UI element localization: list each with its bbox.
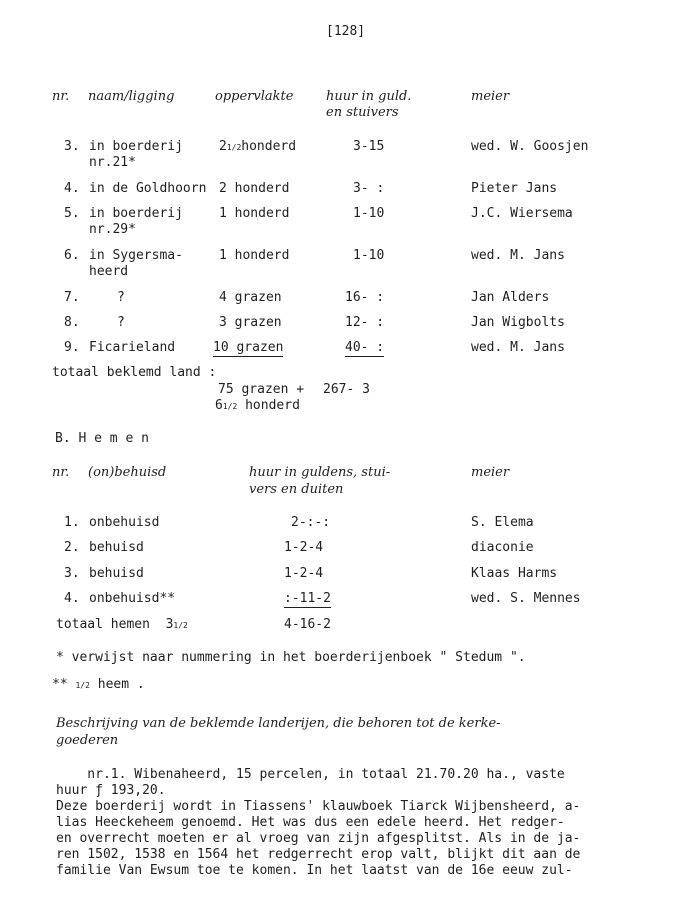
total-honderd-number: 6	[215, 398, 223, 413]
row-huur: 3- :	[353, 181, 385, 196]
row-naam: in de Goldhoorn	[89, 181, 207, 196]
row-meier: Jan Wigbolts	[471, 315, 565, 330]
row-b-nr: 4.	[64, 591, 80, 606]
row-naam-line2: nr.21*	[89, 155, 136, 170]
row-oppervlakte	[219, 315, 282, 331]
section-b-heading: B. H e m e n	[55, 431, 149, 446]
row-opp-unit: honderd	[241, 139, 297, 154]
row-naam: in boerderij	[89, 139, 183, 154]
header-nr: nr.	[52, 89, 70, 104]
row-huur: 12- :	[345, 315, 385, 330]
row-huur: 16- :	[345, 290, 385, 305]
row-meier: wed. W. Goosjen	[471, 139, 589, 154]
header-meier: meier	[471, 89, 510, 104]
total-hemen-fraction: 1/2	[173, 621, 188, 630]
footnote-2	[52, 677, 145, 694]
row-nr: 3.	[64, 139, 80, 154]
row-nr: 5.	[64, 206, 80, 221]
header-b-behuisd: (on)behuisd	[88, 465, 167, 480]
total-grazen: 75 grazen +	[218, 382, 305, 397]
row-nr: 6.	[64, 248, 80, 263]
description-title-line1: Beschrijving van de beklemde landerijen, die behoren tot de kerke-	[56, 716, 501, 731]
row-oppervlakte	[219, 139, 296, 156]
row-b-behuisd: behuisd	[89, 566, 144, 581]
row-opp-number: 10	[213, 340, 229, 355]
row-opp-unit: grazen	[236, 340, 284, 355]
row-nr: 9.	[64, 340, 80, 355]
description-line: huur ƒ 193,20.	[56, 783, 166, 798]
row-b-huur: 1-2-4	[284, 566, 324, 581]
row-opp-number: 4	[219, 290, 227, 305]
row-opp-unit: grazen	[234, 315, 282, 330]
total-honderd-fraction: 1/2	[222, 402, 238, 411]
row-meier: J.C. Wiersema	[471, 206, 573, 221]
row-b-behuisd: onbehuisd**	[89, 591, 176, 606]
header-oppervlakte: oppervlakte	[215, 89, 294, 104]
row-meier: Pieter Jans	[471, 181, 558, 196]
row-b-behuisd: behuisd	[89, 540, 144, 555]
description-line: Deze boerderij wordt in Tiassens' klauwboek Tiarck Wijbensheerd, a-	[56, 799, 581, 814]
row-oppervlakte	[219, 181, 289, 197]
header-naam-ligging: naam/ligging	[88, 89, 175, 104]
header-b-meier: meier	[471, 465, 510, 480]
footnote-2-prefix: **	[52, 677, 68, 692]
row-b-nr: 2.	[64, 540, 80, 555]
row-b-nr: 3.	[64, 566, 80, 581]
row-meier: wed. M. Jans	[471, 248, 565, 263]
header-b-nr: nr.	[52, 465, 70, 480]
footnote-1: * verwijst naar nummering in het boerderijenboek " Stedum ".	[56, 650, 526, 665]
row-opp-number: 2	[219, 139, 227, 154]
row-opp-fraction: 1/2	[226, 143, 242, 152]
row-naam: in boerderij	[89, 206, 183, 221]
row-huur: 1-10	[353, 248, 385, 263]
row-b-nr: 1.	[64, 515, 80, 530]
row-b-meier: wed. S. Mennes	[471, 591, 581, 606]
total-hemen-huur: 4-16-2	[284, 617, 331, 632]
row-opp-unit: honderd	[234, 248, 290, 263]
page-number: [128]	[326, 24, 366, 39]
total-honderd	[215, 398, 300, 415]
row-oppervlakte	[213, 340, 283, 357]
row-meier: Jan Alders	[471, 290, 550, 305]
row-opp-number: 1	[219, 248, 227, 263]
row-naam-line2: nr.29*	[89, 222, 136, 237]
description-line: ren 1502, 1538 en 1564 het redgerrecht erop valt, blijkt dit aan de	[56, 847, 581, 862]
row-b-huur: 2-:-:	[291, 515, 331, 530]
footnote-2-suffix: heem .	[97, 677, 145, 692]
description-line: lias Heeckeheem genoemd. Het was dus een edele heerd. Het redger-	[56, 815, 565, 830]
row-opp-number: 3	[219, 315, 227, 330]
row-huur: 40- :	[345, 340, 385, 355]
header-b-huur-line2: vers en duiten	[249, 482, 344, 497]
row-oppervlakte	[219, 206, 289, 222]
row-huur: 3-15	[353, 139, 385, 154]
total-beklemd-label: totaal beklemd land :	[52, 365, 217, 380]
row-huur: 1-10	[353, 206, 385, 221]
description-title-line2: goederen	[56, 733, 119, 748]
total-huur: 267- 3	[323, 382, 370, 397]
total-hemen-number: 3	[165, 617, 174, 632]
row-nr: 8.	[64, 315, 80, 330]
header-huur-line1: huur in guld.	[326, 89, 412, 104]
row-opp-number: 1	[219, 206, 227, 221]
row-opp-unit: honderd	[234, 206, 290, 221]
row-naam: ?	[117, 290, 125, 305]
row-opp-unit: grazen	[234, 290, 282, 305]
row-meier: wed. M. Jans	[471, 340, 565, 355]
row-b-behuisd: onbehuisd	[89, 515, 160, 530]
row-naam: Ficarieland	[89, 340, 176, 355]
description-line: en overrecht moeten er al vroeg van zijn afgesplitst. Als in de ja-	[56, 831, 581, 846]
total-honderd-unit: honderd	[245, 398, 300, 413]
header-b-huur-line1: huur in guldens, stui-	[249, 465, 391, 480]
description-line: nr.1. Wibenaheerd, 15 percelen, in totaal 21.70.20 ha., vaste	[56, 767, 565, 782]
row-nr: 7.	[64, 290, 80, 305]
row-opp-number: 2	[219, 181, 227, 196]
row-nr: 4.	[64, 181, 80, 196]
row-naam: in Sygersma-	[89, 248, 183, 263]
row-opp-unit: honderd	[234, 181, 290, 196]
total-hemen-label: totaal hemen	[56, 617, 150, 632]
row-oppervlakte	[219, 290, 282, 306]
row-b-huur: :-11-2	[284, 591, 331, 606]
row-naam-line2: heerd	[89, 264, 129, 279]
description-line: familie Van Ewsum toe te komen. In het laatst van de 16e eeuw zul-	[56, 863, 573, 878]
footnote-2-fraction: 1/2	[75, 681, 90, 690]
row-naam: ?	[117, 315, 125, 330]
total-hemen	[56, 617, 188, 634]
row-b-meier: S. Elema	[471, 515, 534, 530]
row-b-huur: 1-2-4	[284, 540, 324, 555]
row-b-meier: diaconie	[471, 540, 534, 555]
header-huur-line2: en stuivers	[326, 105, 399, 120]
row-oppervlakte	[219, 248, 289, 264]
row-b-meier: Klaas Harms	[471, 566, 558, 581]
